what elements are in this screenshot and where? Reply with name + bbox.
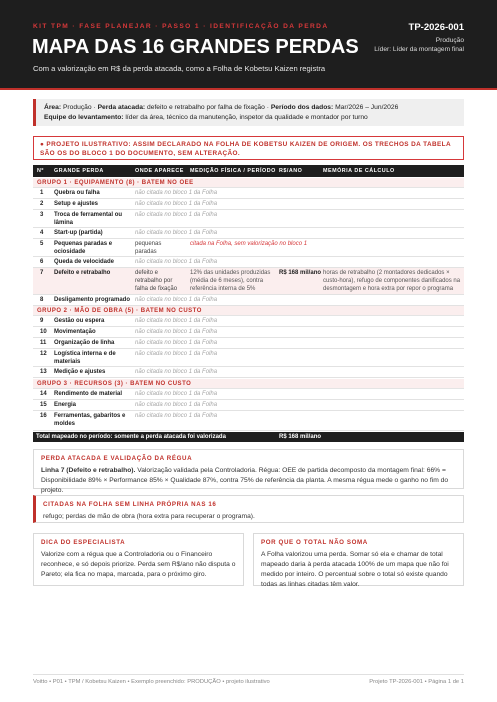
table-header [33, 165, 464, 177]
footer-right: Projeto TP-2026-001 • Página 1 de 1 [369, 679, 464, 685]
periodo-label: Período dos dados: [270, 104, 334, 111]
row-value: R$ 168 mil/ano [279, 270, 322, 276]
row-number: 13 [40, 369, 47, 375]
periodo-value: Mar/2026 – Jun/2026 [335, 104, 399, 111]
document-id: TP-2026-001 [408, 22, 464, 33]
expert-tip-text: Valorize com a régua que a Controladoria ou o Financeiro reconhece, e só depois priorize. Perda sem R$/ano não disputa o Pareto; ela fica no mapa, marcada, para o próximo giro. [41, 551, 236, 578]
row-number: 1 [40, 190, 44, 196]
row-loss-name: Start-up (partida) [54, 230, 103, 236]
row-number: 12 [40, 351, 47, 357]
table-row [33, 188, 464, 199]
row-measurement: citada na Folha, sem valorização no bloco 1 [190, 241, 308, 247]
row-loss-name: Pequenas paradas e ociosidade [54, 241, 113, 255]
col-memoria: MEMÓRIA DE CÁLCULO [323, 168, 395, 174]
area-label: Área: [44, 104, 62, 111]
row-not-cited: não citada no bloco 1 da Folha [135, 391, 218, 397]
row-not-cited: não citada no bloco 1 da Folha [135, 340, 218, 346]
table-total-row [33, 432, 464, 442]
row-not-cited: não citada no bloco 1 da Folha [135, 212, 218, 218]
row-not-cited: não citada no bloco 1 da Folha [135, 190, 218, 196]
total-label: Total mapeado no período: somente a perda atacada foi valorizada [36, 434, 226, 440]
equipe-value: líder da área, técnico da manutenção, inspetor da qualidade e montador por turno [125, 114, 368, 121]
cited-losses-box [33, 495, 464, 523]
row-not-cited: não citada no bloco 1 da Folha [135, 402, 218, 408]
row-not-cited: não citada no bloco 1 da Folha [135, 297, 218, 303]
table-row [33, 367, 464, 378]
table-row [33, 210, 464, 228]
col-rs: R$/ANO [279, 168, 303, 174]
col-num: Nº [37, 168, 44, 174]
row-not-cited: não citada no bloco 1 da Folha [135, 259, 218, 265]
attacked-loss-box [33, 449, 464, 494]
row-where: defeito e retrabalho por falha de fixação [135, 270, 178, 292]
table-row [33, 199, 464, 210]
cited-losses-text: refugo; perdas de mão de obra (hora extra para recuperar o programa). [43, 513, 255, 520]
kicker: KIT TPM · FASE PLANEJAR · PASSO 1 · IDENTIFICAÇÃO DA PERDA [33, 23, 329, 30]
table-row-highlighted [33, 268, 464, 295]
table-row [33, 295, 464, 306]
attacked-loss-title: PERDA ATACADA E VALIDAÇÃO DA RÉGUA [41, 455, 193, 462]
expert-tip-title: DICA DO ESPECIALISTA [41, 539, 126, 546]
row-measurement: 12% das unidades produzidas (média de 6 meses), contra referência interna de 5% [190, 270, 271, 292]
footer-divider [33, 674, 464, 675]
table-row [33, 349, 464, 367]
header-band [0, 0, 497, 88]
row-loss-name: Quebra ou falha [54, 190, 100, 196]
table-row [33, 257, 464, 268]
row-number: 5 [40, 241, 44, 247]
row-number: 11 [40, 340, 47, 346]
row-loss-name: Logística interna e de materiais [54, 351, 116, 365]
row-not-cited: não citada no bloco 1 da Folha [135, 351, 218, 357]
row-loss-name: Medição e ajustes [54, 369, 106, 375]
row-number: 2 [40, 201, 44, 207]
table-row [33, 316, 464, 327]
row-not-cited: não citada no bloco 1 da Folha [135, 318, 218, 324]
perda-value: defeito e retrabalho por falha de fixação [147, 104, 265, 111]
row-not-cited: não citada no bloco 1 da Folha [135, 201, 218, 207]
why-total-box [253, 533, 464, 586]
row-number: 16 [40, 413, 47, 419]
row-loss-name: Organização de linha [54, 340, 115, 346]
equipe-label: Equipe do levantamento: [44, 114, 124, 121]
page-subtitle: Com a valorização em R$ da perda atacada, como a Folha de Kobetsu Kaizen registra [33, 64, 326, 73]
table-row [33, 400, 464, 411]
col-onde: ONDE APARECE [135, 168, 184, 174]
attacked-loss-text: Valorização validada pela Controladoria. Régua: OEE de partida decomposto da montagem final: 66% = Disponibilidade 89% × Performance 85% × Qualidade 87%, contra 75% de referência da planta. A mesma régua mede o ganho no fim do projeto. [41, 467, 449, 494]
table-row [33, 327, 464, 338]
illustrative-warning: ● PROJETO ILUSTRATIVO: ASSIM DECLARADO NA FOLHA DE KOBETSU KAIZEN DE ORIGEM. OS TRECHOS DA TABELA SÃO OS DO BLOCO 1 DO DOCUMENTO, SEM ALTERAÇÃO. [33, 136, 464, 160]
row-number: 6 [40, 259, 44, 265]
expert-tip-box [33, 533, 244, 586]
row-not-cited: não citada no bloco 1 da Folha [135, 369, 218, 375]
perda-label: Perda atacada: [97, 104, 146, 111]
header-divider [0, 88, 497, 90]
row-number: 3 [40, 212, 44, 218]
table-row [33, 228, 464, 239]
area-value: Produção [62, 104, 92, 111]
why-total-title: POR QUE O TOTAL NÃO SOMA [261, 539, 368, 546]
row-loss-name: Setup e ajustes [54, 201, 99, 207]
row-loss-name: Movimentação [54, 329, 96, 335]
table-row [33, 239, 464, 257]
group-header-equipamento: GRUPO 1 · EQUIPAMENTO (8) · BATEM NO OEE [33, 178, 464, 188]
attacked-loss-line: Linha 7 (Defeito e retrabalho). [41, 467, 136, 474]
row-loss-name: Energia [54, 402, 77, 408]
row-number: 7 [40, 270, 44, 276]
footer-left: Voitto • P01 • TPM / Kobetsu Kaizen • Exemplo preenchido: PRODUÇÃO • projeto ilustrativo [33, 679, 270, 685]
group-header-mao-de-obra: GRUPO 2 · MÃO DE OBRA (5) · BATEM NO CUSTO [33, 306, 464, 316]
total-value: R$ 168 mil/ano [279, 434, 322, 440]
department: Produção [435, 37, 464, 44]
row-loss-name: Queda de velocidade [54, 259, 115, 265]
row-number: 9 [40, 318, 44, 324]
row-loss-name: Troca de ferramental ou lâmina [54, 212, 123, 226]
col-medicao: MEDIÇÃO FÍSICA / PERÍODO [190, 168, 276, 174]
leader: Líder: Líder da montagem final [374, 46, 464, 53]
row-memory: horas de retrabalho (2 montadores dedicados × custo-hora), refugo de componentes danificados na desmontagem e hora extra por repor o programa [323, 270, 461, 292]
table-row [33, 411, 464, 431]
row-loss-name: Desligamento programado [54, 297, 131, 303]
row-not-cited: não citada no bloco 1 da Folha [135, 230, 218, 236]
row-loss-name: Rendimento de material [54, 391, 123, 397]
col-perda: GRANDE PERDA [54, 168, 104, 174]
row-number: 15 [40, 402, 47, 408]
row-number: 8 [40, 297, 44, 303]
row-not-cited: não citada no bloco 1 da Folha [135, 329, 218, 335]
row-loss-name: Ferramentas, gabaritos e moldes [54, 413, 126, 427]
row-loss-name: Defeito e retrabalho [54, 270, 111, 276]
table-row [33, 338, 464, 349]
row-number: 10 [40, 329, 47, 335]
row-loss-name: Gestão ou espera [54, 318, 105, 324]
row-number: 4 [40, 230, 44, 236]
why-total-text: A Folha valorizou uma perda. Somar só ela e chamar de total mapeado daria à perda atacada 100% de um mapa que não foi medido por inteiro. O percentual sobre o total só existe quando todas as linhas citadas têm valor. [261, 551, 449, 588]
row-not-cited: não citada no bloco 1 da Folha [135, 413, 218, 419]
group-header-recursos: GRUPO 3 · RECURSOS (3) · BATEM NO CUSTO [33, 379, 464, 389]
cited-losses-title: CITADAS NA FOLHA SEM LINHA PRÓPRIA NAS 16 [43, 501, 217, 508]
row-where: pequenas paradas [135, 241, 162, 255]
info-panel: Área: Produção · Perda atacada: defeito e retrabalho por falha de fixação · Período dos dados: Mar/2026 – Jun/2026 Equipe do levantamento: líder da área, técnico da manutenção, inspetor da qualidade e montador por turno [33, 99, 464, 126]
table-row [33, 389, 464, 400]
page-title: MAPA DAS 16 GRANDES PERDAS [32, 36, 359, 58]
row-number: 14 [40, 391, 47, 397]
